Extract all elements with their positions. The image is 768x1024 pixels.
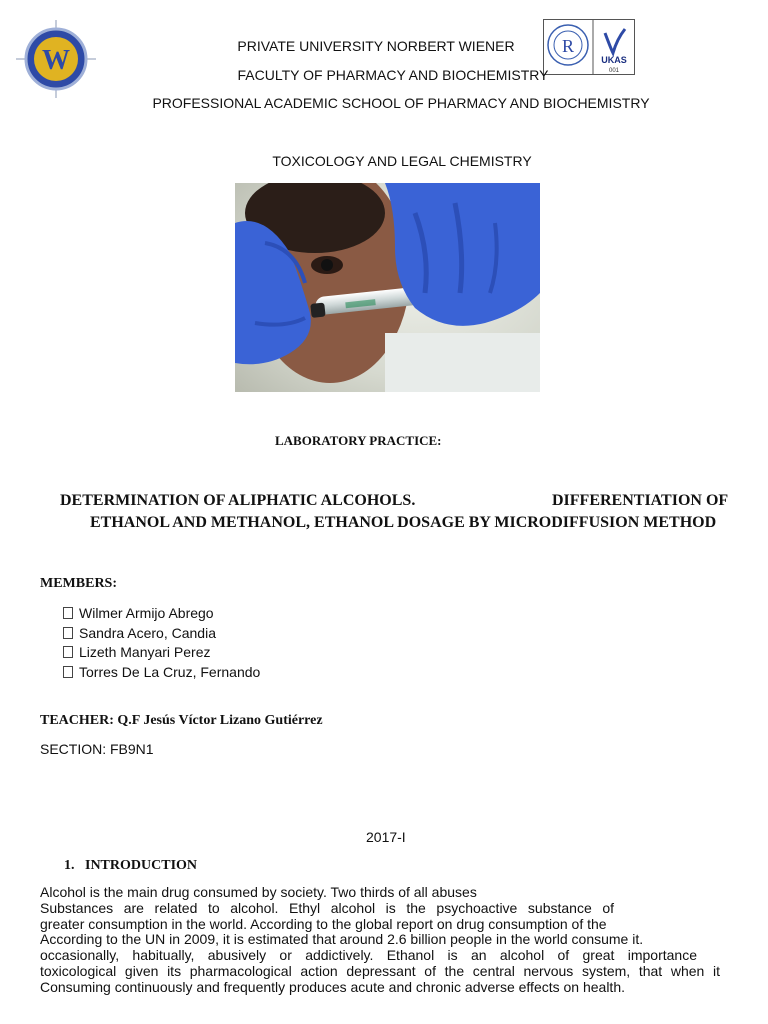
members-label: MEMBERS: — [40, 576, 117, 591]
practice-title-1b: DIFFERENTIATION OF — [552, 492, 729, 509]
intro-line: greater consumption in the world. According to the global report on drug consumption of the — [40, 915, 607, 932]
practice-label: LABORATORY PRACTICE: — [275, 433, 442, 448]
registered-letter: R — [561, 36, 575, 56]
members-list — [63, 604, 260, 682]
list-item: Lizeth Manyari Perez — [63, 643, 260, 663]
practice-title-2: ETHANOL AND METHANOL, ETHANOL DOSAGE BY MICRODIFFUSION METHOD — [90, 514, 717, 531]
introduction-body — [40, 885, 720, 996]
ukas-number: 001 — [608, 68, 620, 74]
lab-photo — [235, 183, 540, 392]
bullet-box-icon — [63, 607, 73, 619]
school-name: PROFESSIONAL ACADEMIC SCHOOL OF PHARMACY AND BIOCHEMISTRY — [152, 95, 650, 111]
teacher-label: TEACHER: Q.F Jesús Víctor Lizano Gutiérrez — [40, 713, 323, 728]
faculty-name: FACULTY OF PHARMACY AND BIOCHEMISTRY — [237, 67, 549, 83]
bullet-box-icon — [63, 627, 73, 639]
bullet-box-icon — [63, 646, 73, 658]
bullet-box-icon — [63, 666, 73, 678]
intro-line: According to the UN in 2009, it is estimated that around 2.6 billion people in the world consume it. — [40, 931, 644, 948]
intro-line: Alcohol is the main drug consumed by society. Two thirds of all abuses — [40, 884, 477, 900]
list-item: Sandra Acero, Candia — [63, 624, 260, 644]
intro-line: Consuming continuously and frequently produces acute and chronic adverse effects on health. — [40, 978, 625, 995]
list-item: Torres De La Cruz, Fernando — [63, 663, 260, 683]
course-name: TOXICOLOGY AND LEGAL CHEMISTRY — [272, 153, 532, 169]
ukas-label: UKAS — [601, 55, 627, 65]
university-name: PRIVATE UNIVERSITY NORBERT WIENER — [237, 38, 515, 54]
logo-letter: W — [42, 45, 70, 76]
list-item: Wilmer Armijo Abrego — [63, 604, 260, 624]
section-label: SECTION: FB9N1 — [40, 741, 154, 757]
period: 2017-I — [366, 829, 406, 845]
intro-line: occasionally, habitually, abusively or addictively. Ethanol is an alcohol of great importance — [40, 947, 697, 964]
introduction-heading: 1. INTRODUCTION — [64, 858, 198, 873]
intro-line: toxicological given its pharmacological action depressant of the central nervous system, that when it — [40, 962, 720, 979]
university-logo — [16, 20, 96, 98]
practice-title-1a: DETERMINATION OF ALIPHATIC ALCOHOLS. — [60, 492, 416, 509]
intro-line: Substances are related to alcohol. Ethyl alcohol is the psychoactive substance of — [40, 899, 614, 916]
